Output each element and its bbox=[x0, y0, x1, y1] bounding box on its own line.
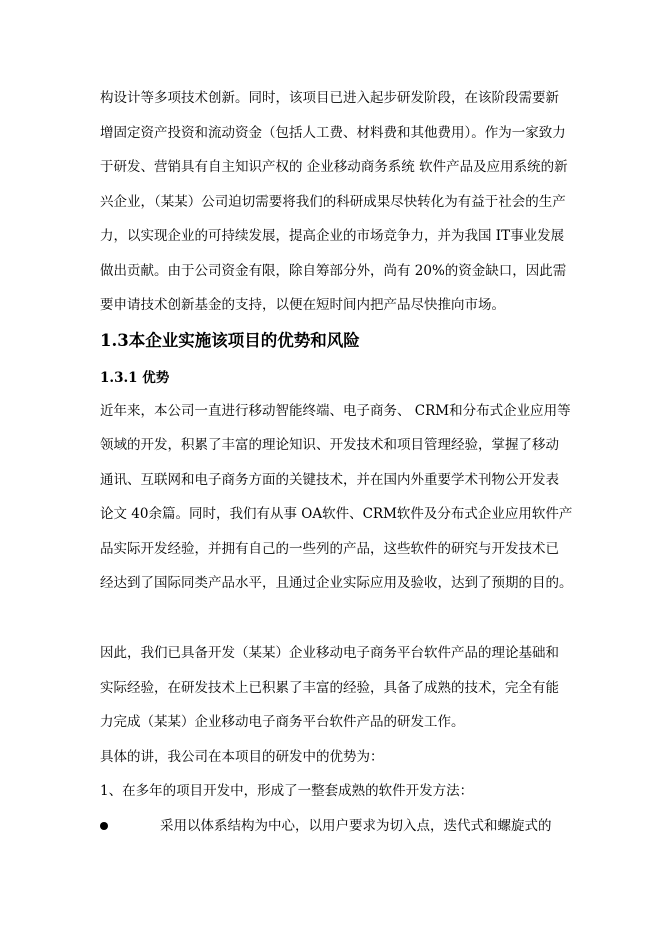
subsection-heading-1-3-1: 1.3.1 优势 bbox=[100, 370, 170, 386]
paragraph-2-line-1: 近年来，本公司一直进行移动智能终端、电子商务、 CRM和分布式企业应用等 bbox=[100, 403, 571, 419]
paragraph-2-line-4: 论文 40余篇。同时，我们有从事 OA软件、CRM软件及分布式企业应用软件产 bbox=[100, 506, 573, 522]
numbered-item-1: 1、在多年的项目开发中，形成了一整套成熟的软件开发方法： bbox=[100, 783, 474, 799]
section-heading-1-3: 1.3本企业实施该项目的优势和风险 bbox=[100, 331, 360, 350]
paragraph-2-line-2: 领域的开发，积累了丰富的理论知识、开发技术和项目管理经验，掌握了移动 bbox=[100, 437, 559, 453]
paragraph-1-line-3: 于研发、营销具有自主知识产权的 企业移动商务系统 软件产品及应用系统的新 bbox=[100, 159, 568, 175]
paragraph-2-line-5: 品实际开发经验，并拥有自己的一些列的产品，这些软件的研究与开发技术已 bbox=[100, 541, 559, 557]
paragraph-1-line-2: 增固定资产投资和流动资金（包括人工费、材料费和其他费用）。作为一家致力 bbox=[100, 125, 566, 141]
paragraph-3-line-3: 力完成（某某）企业移动电子商务平台软件产品的研发工作。 bbox=[100, 714, 465, 730]
bullet-item-1: 采用以体系结构为中心，以用户要求为切入点，迭代式和螺旋式的 bbox=[160, 818, 552, 834]
paragraph-1-line-7: 要申请技术创新基金的支持，以便在短时间内把产品尽快推向市场。 bbox=[100, 297, 505, 313]
paragraph-2-line-3: 通讯、互联网和电子商务方面的关键技术，并在国内外重要学术刊物公开发表 bbox=[100, 472, 559, 488]
paragraph-1-line-4: 兴企业，（某某）公司迫切需要将我们的科研成果尽快转化为有益于社会的生产 bbox=[100, 194, 566, 210]
paragraph-4: 具体的讲，我公司在本项目的研发中的优势为： bbox=[100, 749, 384, 765]
bullet-icon bbox=[100, 822, 108, 830]
paragraph-1-line-6: 做出贡献。由于公司资金有限，除自筹部分外，尚有 20%的资金缺口，因此需 bbox=[100, 263, 567, 279]
paragraph-3-line-2: 实际经验，在研发技术上已积累了丰富的经验，具备了成熟的技术，完全有能 bbox=[100, 680, 559, 696]
paragraph-1-line-1: 构设计等多项技术创新。同时，该项目已进入起步研发阶段，在该阶段需要新 bbox=[100, 90, 559, 106]
paragraph-2-line-6: 经达到了国际同类产品水平，且通过企业实际应用及验收，达到了预期的目的。 bbox=[100, 575, 573, 591]
paragraph-3-line-1: 因此，我们已具备开发（某某）企业移动电子商务平台软件产品的理论基础和 bbox=[100, 645, 559, 661]
paragraph-1-line-5: 力，以实现企业的可持续发展，提高企业的市场竞争力，并为我国 IT事业发展 bbox=[100, 228, 565, 244]
